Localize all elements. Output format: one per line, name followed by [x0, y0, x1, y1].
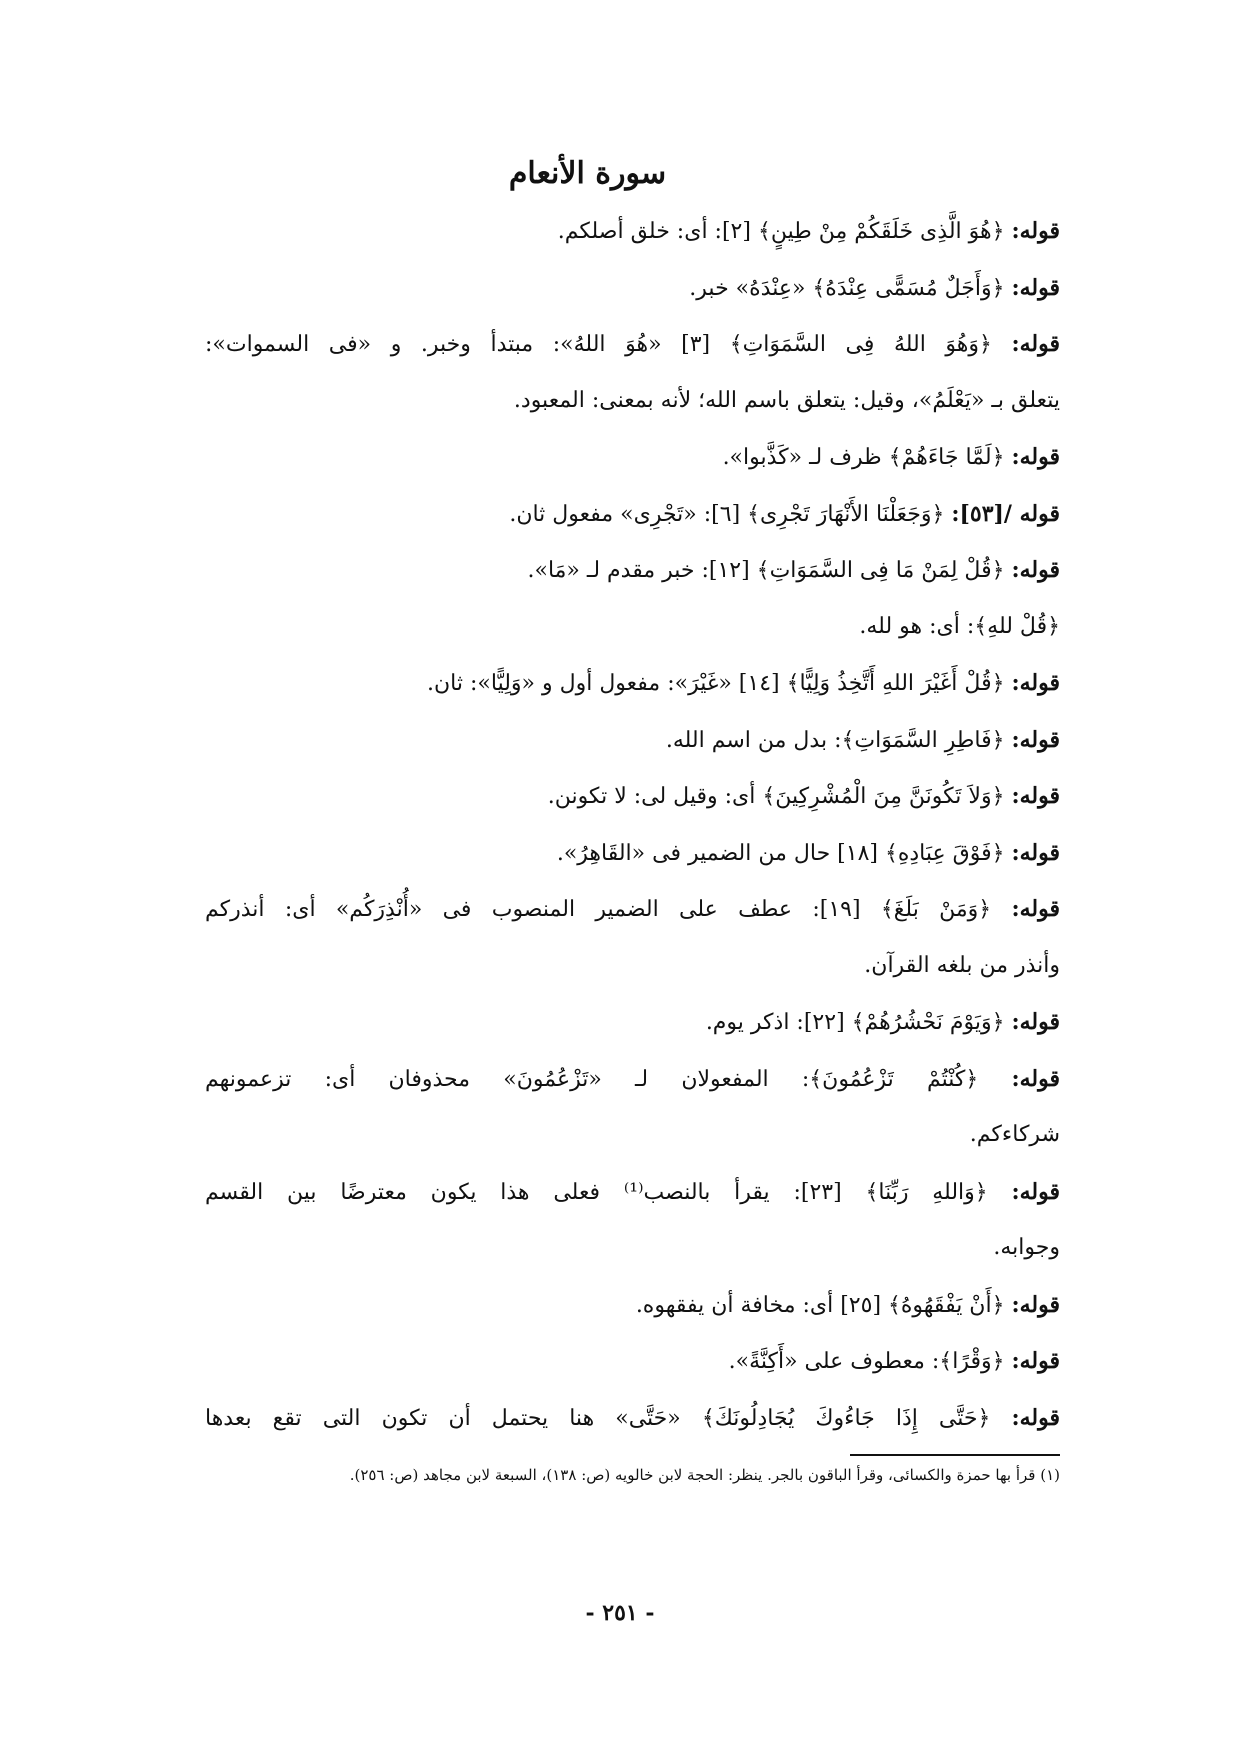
- line-text: ﴿وَلاَ تَكُونَنَّ مِنَ الْمُشْرِكِينَ﴾ أى: وقيل لى: لا تكونن.: [547, 784, 1005, 809]
- line-label: قوله:: [1011, 1178, 1060, 1205]
- line-label: قوله:: [1011, 444, 1060, 470]
- text-line: [205, 1107, 1060, 1164]
- page-title: سورة الأنعام: [508, 156, 667, 191]
- line-label: قوله /[٥٣]:: [951, 500, 1060, 527]
- line-text: ﴿لَمَّا جَاءَهُمْ﴾ ظرف لـ «كَذَّبوا».: [722, 445, 1005, 470]
- line-label: قوله:: [1011, 218, 1060, 244]
- page-number: - ٢٥١ -: [585, 1600, 655, 1626]
- line-label: قوله:: [1011, 1291, 1060, 1318]
- text-line: [205, 1390, 1060, 1447]
- document-page: [205, 145, 1060, 1705]
- line-text: ﴿قُلْ أَغَيْرَ اللهِ أَتَّخِذُ وَلِيًّا﴾ [١٤] «غَيْرَ»: مفعول أول و «وَلِيًّا»: ثان.: [427, 671, 1005, 696]
- line-text: ﴿أَنْ يَفْقَهُوهُ﴾ [٢٥] أى: مخافة أن يفقهوه.: [635, 1292, 1005, 1318]
- line-label: قوله:: [1011, 557, 1060, 583]
- line-label: قوله:: [1011, 1404, 1060, 1431]
- line-text: ﴿وَقْرًا﴾: معطوف على «أَكِنَّةً».: [728, 1349, 1005, 1374]
- text-line: [205, 1164, 1060, 1221]
- text-line: [205, 825, 1060, 882]
- text-line: [205, 712, 1060, 769]
- line-label: قوله:: [1011, 726, 1060, 753]
- line-label: قوله:: [1011, 896, 1060, 922]
- text-line: [205, 938, 1060, 995]
- text-line: [205, 994, 1060, 1051]
- line-label: قوله:: [1011, 1348, 1060, 1374]
- line-text: ﴿حَتَّى إِذَا جَاءُوكَ يُجَادِلُونَكَ﴾ «حَتَّى» هنا يحتمل أن تكون التى تقع بعدها: [205, 1405, 991, 1431]
- text-line: [205, 316, 1060, 373]
- line-text: يتعلق بـ «يَعْلَمُ»، وقيل: يتعلق باسم الله؛ لأنه بمعنى: المعبود.: [513, 387, 1060, 413]
- line-text: ﴿وَمَنْ بَلَغَ﴾ [١٩]: عطف على الضمير المنصوب فى «أُنْذِرَكُم» أى: أنذركم: [205, 897, 992, 922]
- line-text: ﴿فَاطِرِ السَّمَوَاتِ﴾: بدل من اسم الله.: [665, 727, 1005, 753]
- line-text: ﴿وَهُوَ اللهُ فِى السَّمَوَاتِ﴾ [٣] «هُوَ اللهُ»: مبتدأ وخبر. و «فى السموات»:: [205, 332, 992, 357]
- line-text: ﴿فَوْقَ عِبَادِهِ﴾ [١٨] حال من الضمير فى «القَاهِرُ».: [556, 840, 1005, 866]
- line-label: قوله:: [1011, 331, 1060, 357]
- line-text: ﴿هُوَ الَّذِى خَلَقَكُمْ مِنْ طِينٍ﴾ [٢]: أى: خلق أصلكم.: [557, 219, 1005, 244]
- line-label: قوله:: [1011, 1009, 1060, 1035]
- text-line: [205, 1277, 1060, 1334]
- text-line: [205, 768, 1060, 825]
- line-text: وأنذر من بلغه القرآن.: [864, 952, 1060, 978]
- text-line: [205, 1220, 1060, 1277]
- line-text: ﴿وَيَوْمَ نَحْشُرُهُمْ﴾ [٢٢]: اذكر يوم.: [705, 1010, 1005, 1035]
- line-text: وجوابه.: [993, 1235, 1060, 1260]
- text-line: [205, 429, 1060, 486]
- text-line: [205, 373, 1060, 430]
- line-label: قوله:: [1011, 274, 1060, 301]
- line-text: ﴿وَاللهِ رَبِّنَا﴾ [٢٣]: يقرأ بالنصب⁽¹⁾ فعلى هذا يكون معترضًا بين القسم: [205, 1179, 988, 1205]
- text-line: [205, 1333, 1060, 1390]
- line-label: قوله:: [1011, 783, 1060, 809]
- footnote-separator: [850, 1454, 1060, 1456]
- line-text: ﴿وَأَجَلٌ مُسَمًّى عِنْدَهُ﴾ «عِنْدَهُ» خبر.: [689, 275, 1005, 301]
- line-text: ﴿كُنْتُمْ تَزْعُمُونَ﴾: المفعولان لـ «تَزْعُمُونَ» محذوفان أى: تزعمونهم: [205, 1066, 979, 1092]
- line-text: ﴿وَجَعَلْنَا الأَنْهَارَ تَجْرِى﴾ [٦]: «تَجْرِى» مفعول ثان.: [509, 501, 945, 527]
- text-line: [205, 881, 1060, 938]
- line-label: قوله:: [1011, 670, 1060, 696]
- text-line: [205, 1051, 1060, 1108]
- text-line: [205, 203, 1060, 260]
- body-text: [205, 203, 1060, 1446]
- footnote: (١) قرأ بها حمزة والكسائى، وقرأ الباقون بالجر. ينظر: الحجة لابن خالويه (ص: ١٣٨)، السبعة لابن مجاهد (ص: ٢٥٦).: [349, 1466, 1060, 1484]
- text-line: [205, 655, 1060, 712]
- line-text: ﴿قُلْ للهِ﴾: أى: هو لله.: [859, 613, 1060, 639]
- line-label: قوله:: [1011, 839, 1060, 866]
- text-line: [205, 486, 1060, 543]
- text-line: [205, 260, 1060, 317]
- line-text: ﴿قُلْ لِمَنْ مَا فِى السَّمَوَاتِ﴾ [١٢]: خبر مقدم لـ «مَا».: [527, 558, 1005, 583]
- line-text: شركاءكم.: [969, 1122, 1060, 1147]
- line-label: قوله:: [1011, 1065, 1060, 1092]
- text-line: [205, 542, 1060, 599]
- text-line: [205, 599, 1060, 656]
